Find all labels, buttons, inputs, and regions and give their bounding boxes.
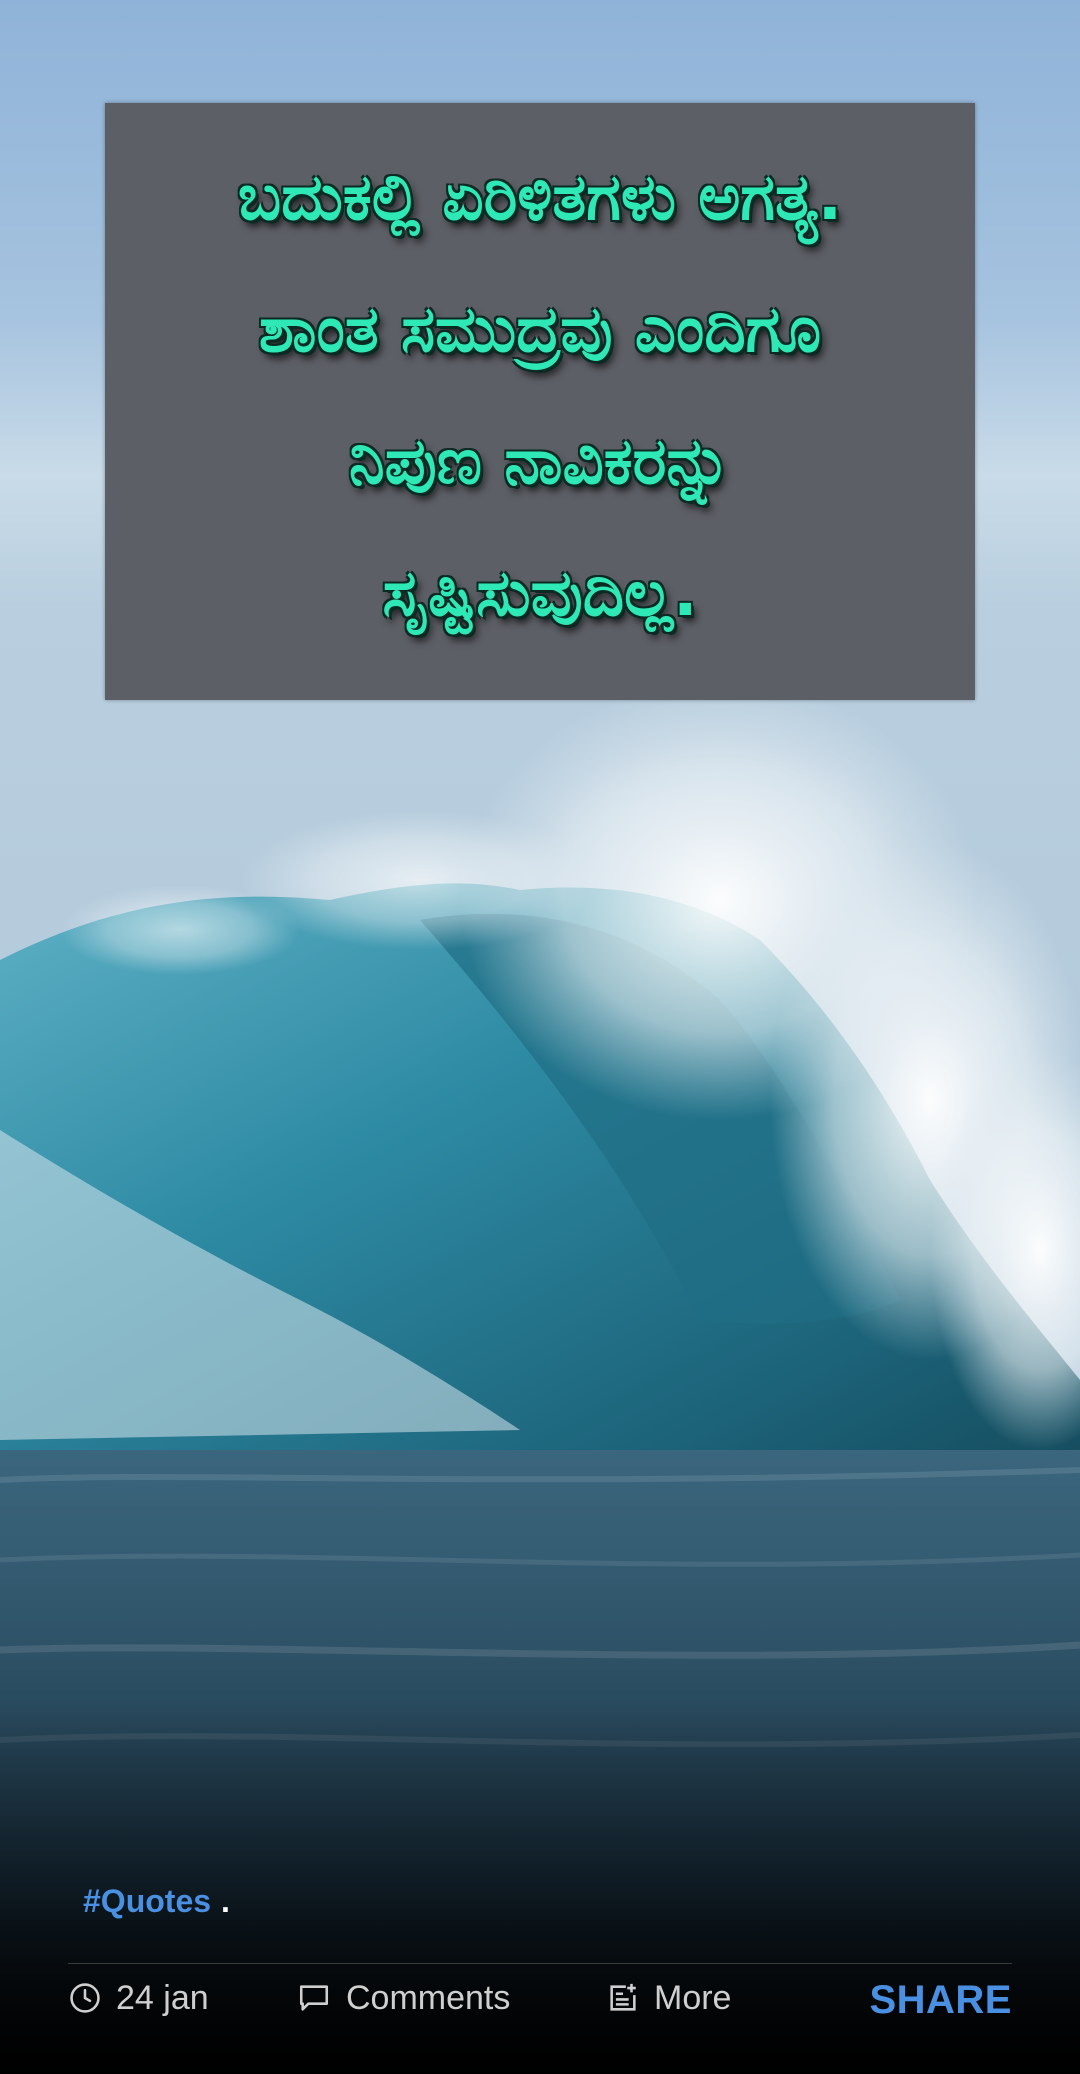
post-date	[68, 1970, 209, 2026]
post-add-icon	[606, 1981, 640, 2015]
footer-divider	[68, 1963, 1012, 1964]
post-date-label: 24 jan	[116, 1978, 209, 2017]
quote-line: ನಿಪುಣ ನಾವಿಕರನ್ನು	[348, 424, 732, 499]
quote-line: ಸೃಷ್ಟಿಸುವುದಿಲ್ಲ.	[382, 556, 698, 631]
hashtag-row	[83, 1876, 230, 1926]
hashtag-suffix: .	[221, 1882, 230, 1919]
post-footer	[68, 1970, 1012, 2026]
comments-label: Comments	[346, 1978, 511, 2017]
more-button[interactable]	[606, 1970, 731, 2026]
clock-icon	[68, 1981, 102, 2015]
hashtag-quotes-link[interactable]: #Quotes	[83, 1882, 212, 1919]
more-label: More	[654, 1978, 732, 2017]
quote-line: ಬದುಕಲ್ಲಿ ಏರಿಳಿತಗಳು ಅಗತ್ಯ.	[237, 160, 843, 235]
quote-card	[105, 103, 975, 700]
comment-icon	[296, 1981, 332, 2015]
quote-line: ಶಾಂತ ಸಮುದ್ರವು ಎಂದಿಗೂ	[258, 292, 822, 367]
comments-button[interactable]	[296, 1970, 510, 2026]
share-button[interactable]: SHARE	[869, 1977, 1012, 2022]
